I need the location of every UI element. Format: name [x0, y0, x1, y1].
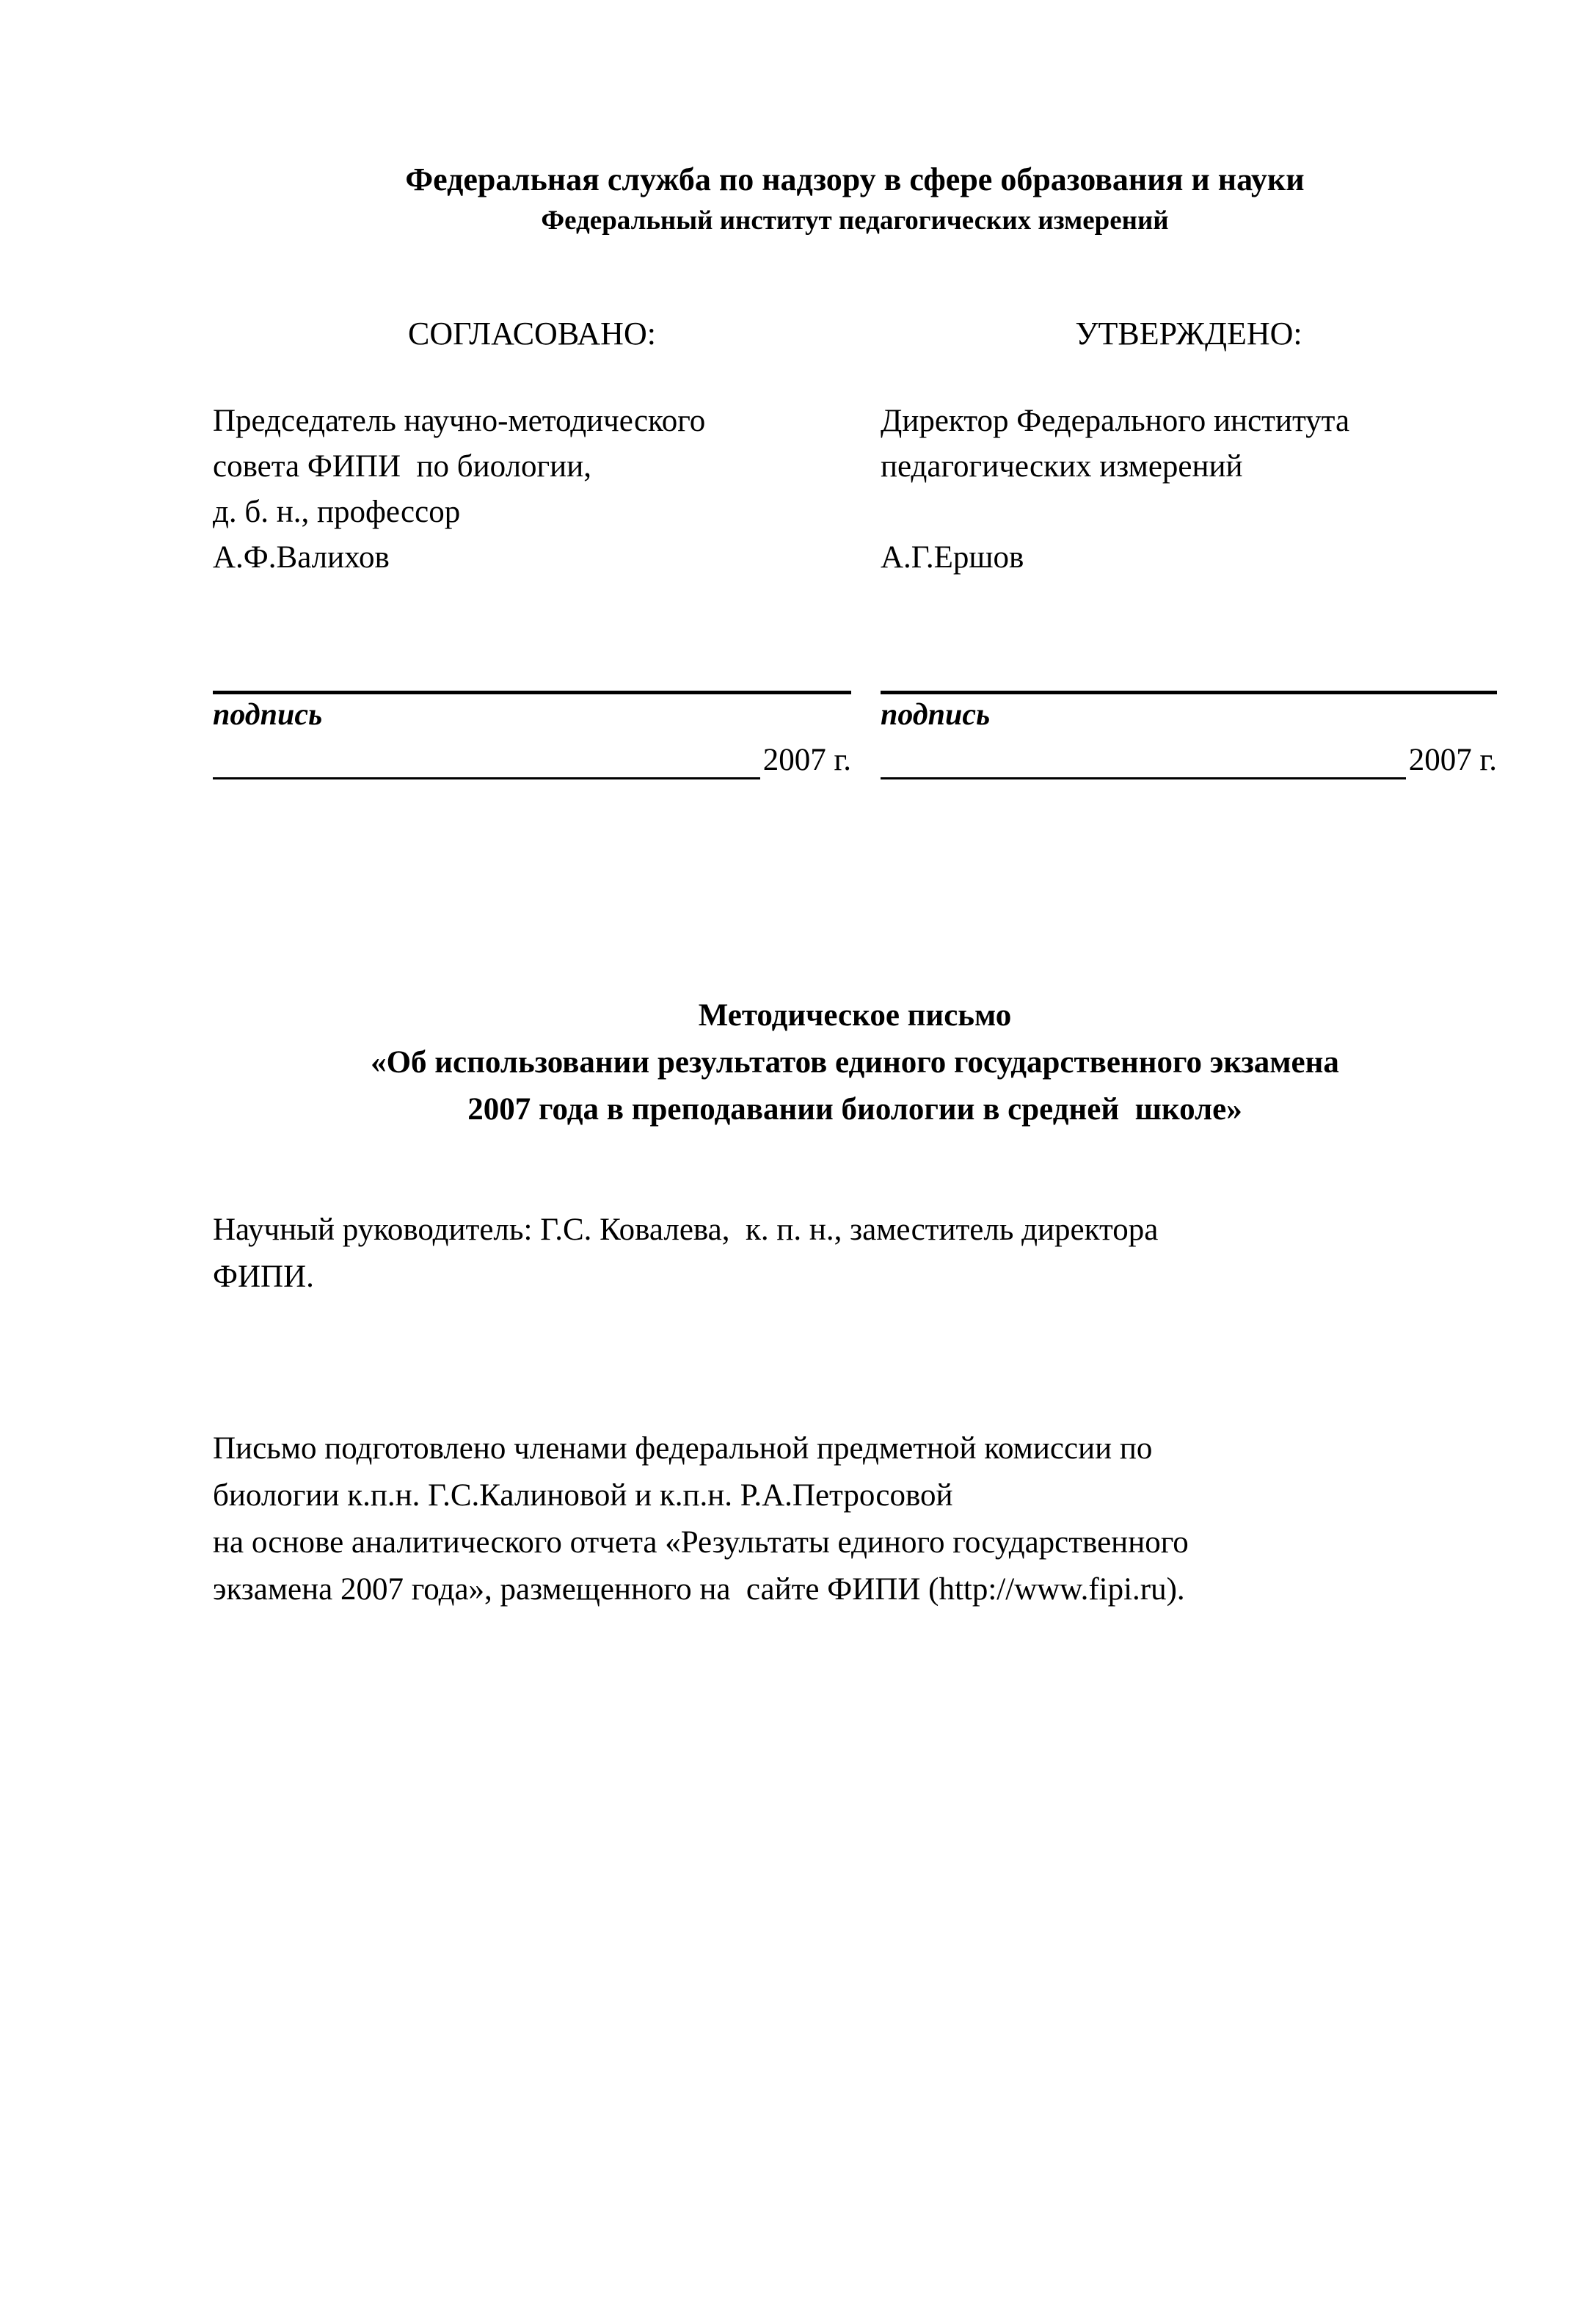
date-line — [213, 741, 851, 779]
title-line: «Об использовании результатов единого государственного экзамена — [371, 1045, 1339, 1080]
year-label: 2007 г. — [1408, 743, 1497, 777]
supervisor-line: ФИПИ. — [213, 1259, 314, 1294]
prepared-paragraph — [213, 1425, 1497, 1613]
agreed-signature-block — [213, 691, 851, 779]
signature-caption: подпись — [213, 698, 323, 732]
document-title — [213, 992, 1497, 1133]
prepared-line: биологии к.п.н. Г.С.Калиновой и к.п.н. Р.А.Петросовой — [213, 1478, 953, 1513]
agreed-label: СОГЛАСОВАНО: — [408, 316, 656, 352]
title-line: Методическое письмо — [698, 998, 1012, 1033]
agreed-signatory-line: д. б. н., профессор — [213, 495, 461, 529]
date-blank-line — [881, 742, 1406, 779]
date-line — [881, 741, 1497, 779]
document-header — [213, 158, 1497, 240]
agreed-signatory-block — [213, 399, 851, 581]
document-content — [0, 158, 1596, 1613]
approved-label: УТВЕРЖДЕНО: — [1075, 316, 1302, 352]
approved-signatory-line: Директор Федерального института — [881, 404, 1350, 438]
approved-signature-block — [881, 691, 1497, 779]
agreed-signatory-name: А.Ф.Валихов — [213, 540, 390, 575]
approval-status-row — [213, 313, 1497, 355]
year-label: 2007 г. — [762, 743, 851, 777]
approved-signatory-name: А.Г.Ершов — [881, 540, 1024, 575]
supervisor-line: Научный руководитель: Г.С. Ковалева, к. п. н., заместитель директора — [213, 1213, 1159, 1247]
title-line: 2007 года в преподавании биологии в средней школе» — [467, 1092, 1242, 1127]
prepared-line: на основе аналитического отчета «Результаты единого государственного — [213, 1525, 1189, 1560]
agreed-signatory-line: совета ФИПИ по биологии, — [213, 449, 591, 484]
approved-signatory-line: педагогических измерений — [881, 449, 1243, 484]
date-blank-line — [213, 742, 760, 779]
supervisor-paragraph — [213, 1207, 1497, 1301]
signature-row — [213, 691, 1497, 779]
institute-name: Федеральный институт педагогических измерений — [541, 206, 1169, 236]
prepared-line: экзамена 2007 года», размещенного на сайте ФИПИ (http://www.fipi.ru). — [213, 1572, 1185, 1607]
signature-caption: подпись — [881, 698, 991, 732]
signatories-row — [213, 399, 1497, 581]
approved-signatory-spacer — [881, 490, 1497, 535]
prepared-line: Письмо подготовлено членами федеральной предметной комиссии по — [213, 1431, 1153, 1466]
approved-signatory-block — [881, 399, 1497, 581]
agency-name: Федеральная служба по надзору в сфере образования и науки — [405, 161, 1305, 197]
agreed-signatory-line: Председатель научно-методического — [213, 404, 706, 438]
